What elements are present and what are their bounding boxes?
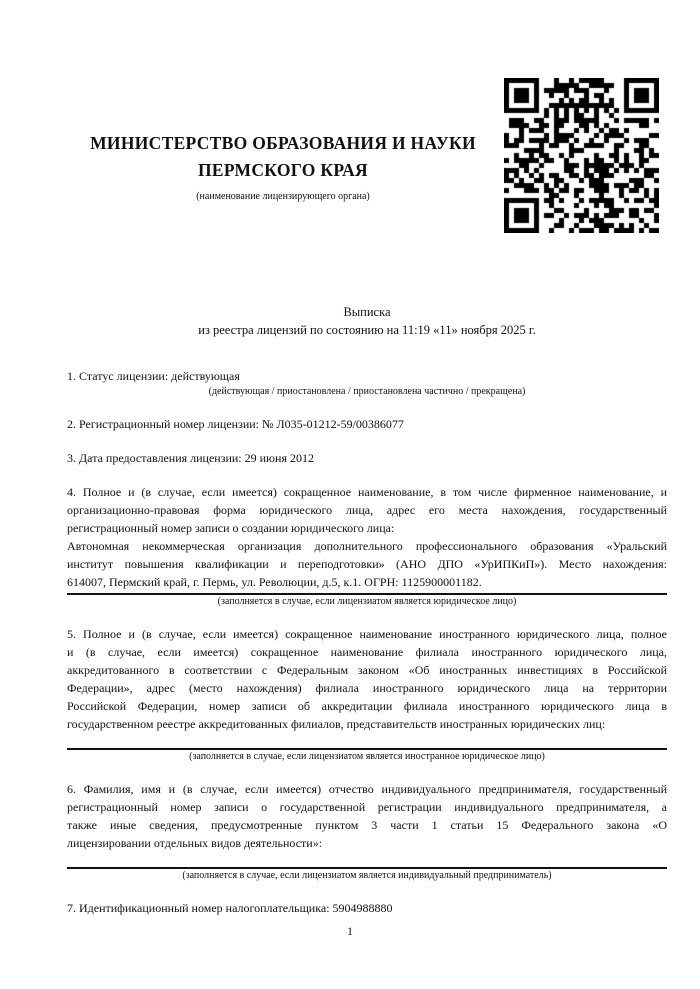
item-3-line: 3. Дата предоставления лицензии: 29 июня 2012 bbox=[67, 451, 314, 465]
items-list bbox=[67, 367, 667, 917]
empty-answer-space bbox=[67, 733, 667, 746]
item-6-line: лицензировании отдельных видов деятельности»: bbox=[67, 836, 323, 850]
qr-code bbox=[504, 78, 659, 233]
item-5-line: и (в случае, если имеется) сокращенное наименование филиала иностранного юридического лица, bbox=[67, 645, 667, 659]
authority-title-line-2: ПЕРМСКОГО КРАЯ bbox=[198, 160, 368, 180]
item-5 bbox=[67, 625, 667, 764]
item-4-line: организационно-правовая форма юридического лица, адрес его места нахождения, государственный bbox=[67, 503, 667, 517]
item-5-line: Российской Федерации, номер записи об аккредитации филиала иностранного юридического лица в bbox=[67, 699, 667, 713]
document-subject bbox=[67, 303, 667, 339]
item-7 bbox=[67, 899, 667, 917]
item-6-caption: (заполняется в случае, если лицензиатом является индивидуальный предприниматель) bbox=[182, 870, 552, 881]
item-4-line: 614007, Пермский край, г. Пермь, ул. Революции, д.5, к.1. ОГРН: 1125900001182. bbox=[67, 575, 482, 589]
licensing-authority-header bbox=[67, 130, 499, 203]
item-2-line: 2. Регистрационный номер лицензии: № Л035-01212-59/00386077 bbox=[67, 417, 404, 431]
subject-line-2: из реестра лицензий по состоянию на 11:19 «11» ноября 2025 г. bbox=[198, 323, 536, 337]
item-5-line: государственном реестре аккредитованных филиалов, представительств иностранных юридических лиц: bbox=[67, 717, 606, 731]
item-4 bbox=[67, 483, 667, 609]
item-7-line: 7. Идентификационный номер налогоплательщика: 5904988880 bbox=[67, 901, 393, 915]
item-4-line: Автономная некоммерческая организация дополнительного профессионального образования «Уральский bbox=[67, 539, 667, 553]
authority-title-line-1: МИНИСТЕРСТВО ОБРАЗОВАНИЯ И НАУКИ bbox=[90, 133, 476, 153]
page-number: 1 bbox=[347, 924, 353, 938]
item-2 bbox=[67, 415, 667, 433]
item-4-line: институт повышения квалификации и переподготовки» (АНО ДПО «УрИПКиП»). Место нахождения: bbox=[67, 557, 667, 571]
item-1 bbox=[67, 367, 667, 399]
item-6 bbox=[67, 780, 667, 883]
authority-caption: (наименование лицензирующего органа) bbox=[196, 191, 370, 202]
item-3 bbox=[67, 449, 667, 467]
item-5-line: аккредитованного в соответствии с Федеральным законом «Об иностранных инвестициях в Российской bbox=[67, 663, 667, 677]
item-6-line: также иные сведения, предусмотренные пунктом 3 части 1 статьи 15 Федерального закона «О bbox=[67, 818, 667, 832]
item-4-line: регистрационный номер записи о создании юридического лица: bbox=[67, 521, 395, 535]
subject-line-1: Выписка bbox=[343, 305, 391, 319]
item-6-line: 6. Фамилия, имя и (в случае, если имеется) отчество индивидуального предпринимателя, государственный bbox=[67, 782, 667, 796]
item-1-caption: (действующая / приостановлена / приостановлена частично / прекращена) bbox=[208, 386, 526, 397]
item-6-line: регистрационный номер записи о государственной регистрации индивидуального предпринимателя, а bbox=[67, 800, 667, 814]
item-1-line: 1. Статус лицензии: действующая bbox=[67, 369, 240, 383]
item-5-caption: (заполняется в случае, если лицензиатом является иностранное юридическое лицо) bbox=[189, 751, 545, 762]
item-5-line: 5. Полное и (в случае, если имеется) сокращенное наименование иностранного юридического лица, полное bbox=[67, 627, 667, 641]
document-body bbox=[67, 303, 667, 917]
item-5-line: Федерации», адрес (место нахождения) филиала иностранного юридического лица на территории bbox=[67, 681, 667, 695]
empty-answer-space bbox=[67, 852, 667, 865]
item-4-line: 4. Полное и (в случае, если имеется) сокращенное наименование, в том числе фирменное наименование, и bbox=[67, 485, 667, 499]
item-4-caption: (заполняется в случае, если лицензиатом является юридическое лицо) bbox=[217, 596, 517, 607]
